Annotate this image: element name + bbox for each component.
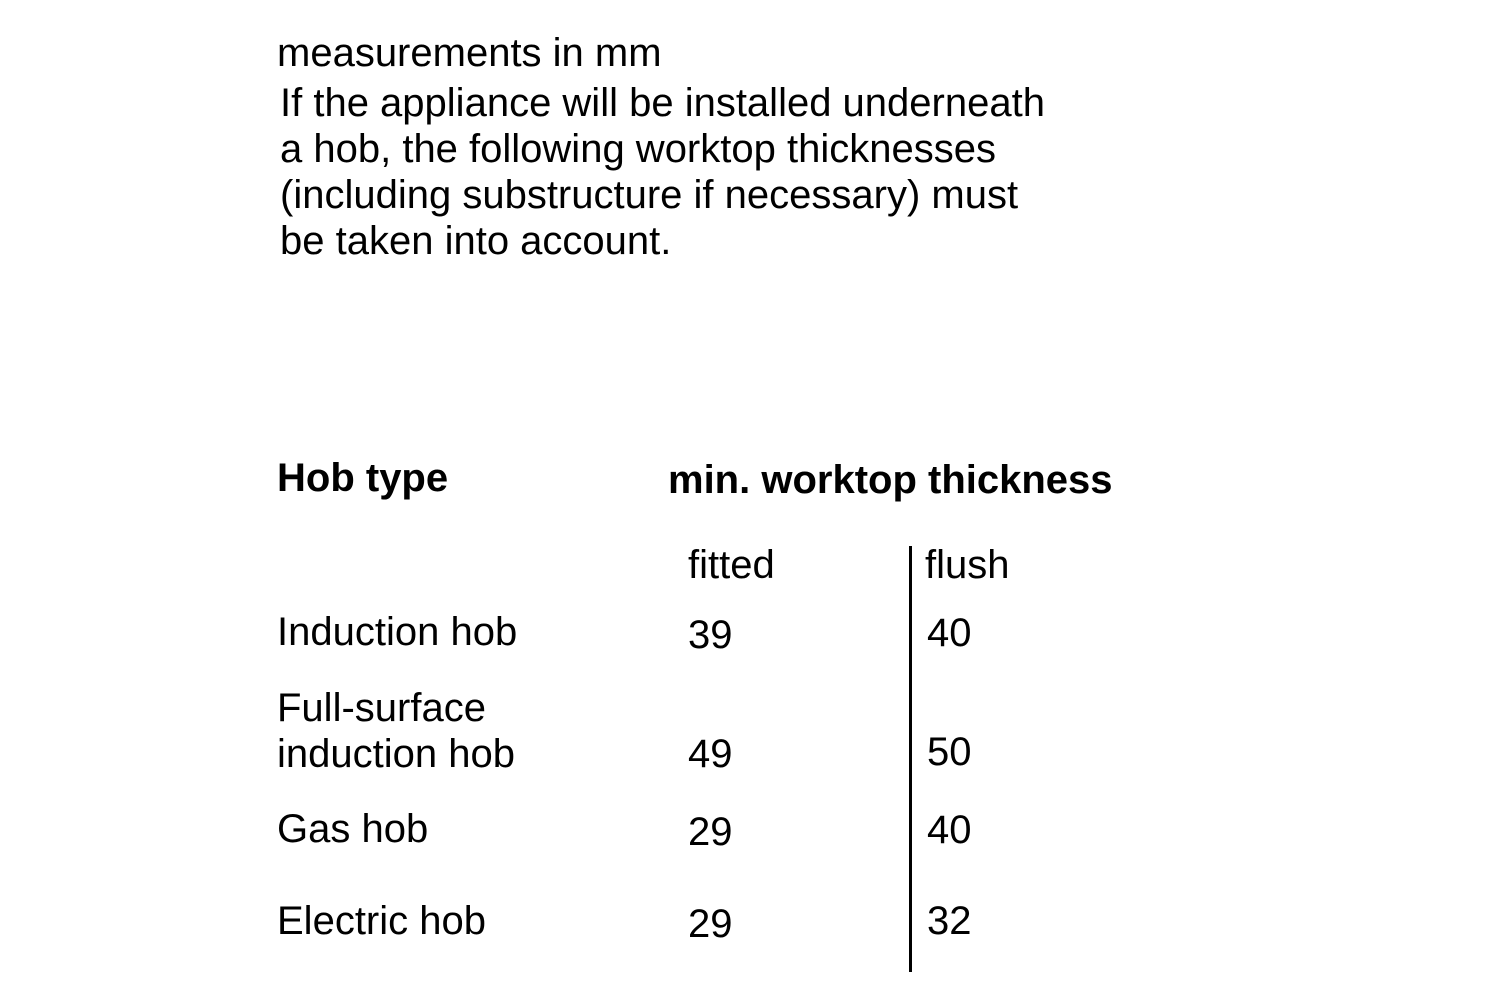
table-row-flush: 32 [927, 899, 972, 943]
header-hob-type: Hob type [277, 456, 449, 500]
table-row-fitted: 29 [688, 810, 733, 854]
table-row-flush: 40 [927, 808, 972, 852]
table-row-fitted: 29 [688, 902, 733, 946]
table-row-name: Electric hob [277, 899, 486, 943]
table-row-name: Induction hob [277, 610, 518, 654]
table-row-name-line: induction hob [277, 732, 515, 776]
column-divider [909, 546, 912, 972]
table-row-flush: 40 [927, 611, 972, 655]
table-row-flush: 50 [927, 730, 972, 774]
subheader-fitted: fitted [688, 543, 775, 587]
table-row-name: Gas hob [277, 807, 429, 851]
subheader-flush: flush [925, 543, 1010, 587]
intro-line: a hob, the following worktop thicknesses [280, 127, 996, 171]
header-min-worktop-thickness: min. worktop thickness [668, 458, 1113, 502]
intro-line: If the appliance will be installed underneath [280, 81, 1045, 125]
table-row-name [277, 685, 515, 777]
table-row-fitted: 49 [688, 732, 733, 776]
table-row-name-line: Full-surface [277, 686, 486, 730]
intro-line: (including substructure if necessary) must [280, 173, 1019, 217]
measurement-unit-note: measurements in mm [277, 31, 662, 75]
intro-line: be taken into account. [280, 219, 672, 263]
intro-paragraph [280, 80, 1180, 264]
table-row-fitted: 39 [688, 613, 733, 657]
